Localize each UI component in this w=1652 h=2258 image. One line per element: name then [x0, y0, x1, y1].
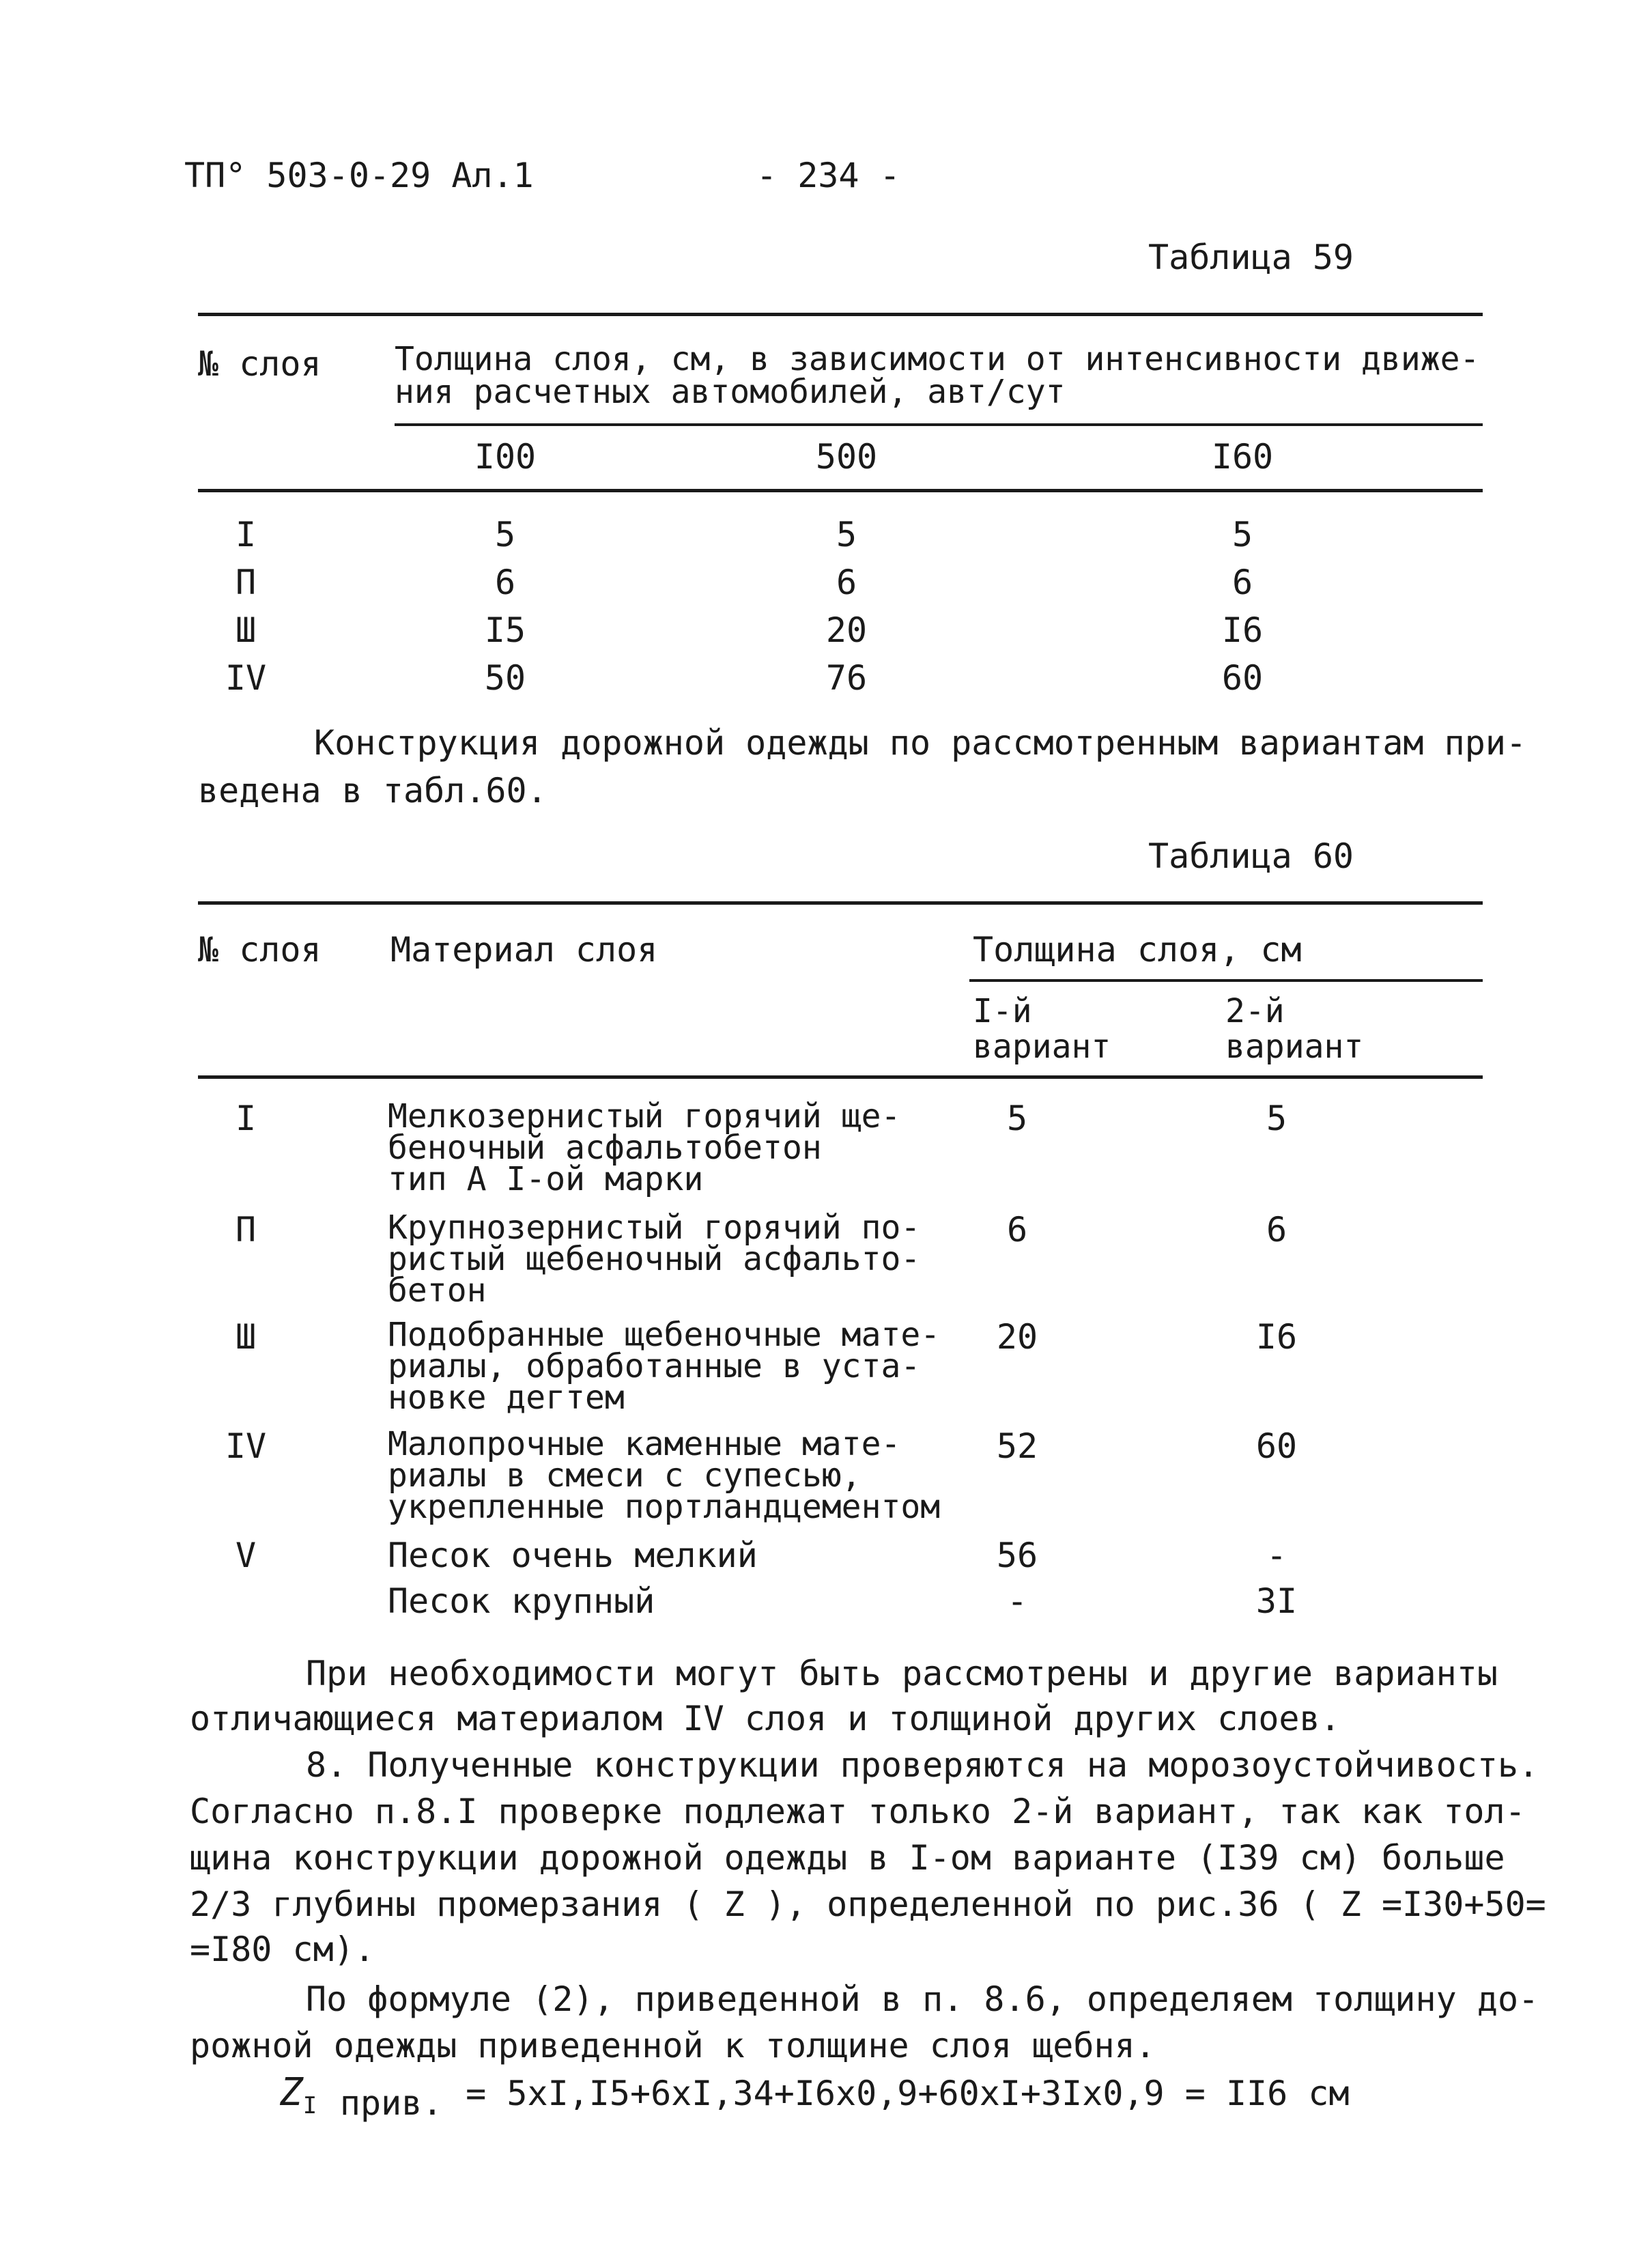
table59-cell: 6 — [494, 563, 516, 602]
table59-row-layer: I — [235, 515, 257, 554]
table60-cell: 5 — [1266, 1099, 1287, 1138]
table60-cell: 20 — [996, 1317, 1038, 1357]
body-line: 8. Полученные конструкции проверяются на морозоустойчивость. — [306, 1745, 1539, 1785]
table60-cell: 56 — [996, 1536, 1038, 1575]
table60-row-material: Песок крупный — [388, 1581, 655, 1621]
table60-cell: 3I — [1255, 1581, 1298, 1621]
table59-top-rule — [198, 313, 1483, 316]
table60-row-material: Песок очень мелкий — [388, 1536, 758, 1575]
table59-row-layer: Ш — [235, 610, 257, 650]
table60-row-material: Малопрочные каменные мате- риалы в смеси с супесью, укрепленные портландцементом — [388, 1425, 941, 1526]
table60-row-layer: П — [235, 1210, 257, 1250]
table60-col-layer-header: № слоя — [198, 930, 322, 970]
formula-rhs: = 5xI,I5+6xI,34+I6x0,9+60xI+3Ix0,9 = II6 см — [466, 2074, 1350, 2113]
table59-subheader-100: I00 — [474, 437, 537, 477]
body-line: отличающиеся материалом IV слоя и толщиной других слоев. — [190, 1699, 1341, 1738]
body-line: 2/3 глубины промерзания ( Z ), определенной по рис.36 ( Z =I30+50= — [190, 1885, 1546, 1924]
table59-header-rule — [395, 423, 1483, 426]
formula — [280, 2069, 1350, 2130]
table59-cell: 5 — [494, 515, 516, 554]
formula-subscript: I — [302, 2092, 317, 2120]
table59-cell: 5 — [1231, 515, 1253, 554]
body-line: рожной одежды приведенной к толщине слоя щебня. — [190, 2026, 1156, 2065]
table60-subheader-variant1: I-й вариант — [973, 992, 1111, 1066]
paragraph-line: Конструкция дорожной одежды по рассмотренным вариантам при- — [314, 723, 1527, 763]
table60-cell: 5 — [1006, 1099, 1028, 1138]
table60-cell: 52 — [996, 1426, 1038, 1466]
table59-group-header — [395, 340, 1480, 411]
table60-top-rule — [198, 901, 1483, 905]
table59-subheader-500: 500 — [815, 437, 878, 477]
table59-cell: 5 — [836, 515, 857, 554]
table60-col-material-header: Материал слоя — [390, 930, 658, 970]
table60-row-material: Подобранные щебеночные мате- риалы, обработанные в уста- новке дегтем — [388, 1316, 941, 1417]
table59-cell: 76 — [825, 658, 868, 698]
formula-lhs: Z — [280, 2070, 303, 2115]
table59-col-layer-header: № слоя — [198, 344, 322, 384]
table60-row-material: Мелкозернистый горячий ще- беночный асфальтобетон тип А I-ой марки — [388, 1097, 901, 1198]
table60-caption: Таблица 60 — [1148, 836, 1354, 876]
table59-cell: 6 — [836, 563, 857, 602]
table59-cell: I5 — [484, 610, 526, 650]
table60-body-rule — [198, 1075, 1483, 1079]
table60-row-layer: IV — [225, 1426, 267, 1466]
document-code: ТП° 503-0-29 Ал.1 — [184, 156, 534, 195]
table59-cell: 20 — [825, 610, 868, 650]
table60-cell: - — [1266, 1536, 1287, 1575]
body-line: =I80 см). — [190, 1930, 375, 1969]
formula-label: прив. — [339, 2083, 443, 2123]
table60-cell: 6 — [1266, 1210, 1287, 1250]
table60-cell: 60 — [1255, 1426, 1298, 1466]
table59-subheader-160: I60 — [1211, 437, 1274, 477]
table59-cell: I6 — [1221, 610, 1264, 650]
table60-row-layer: Ш — [235, 1317, 257, 1357]
table60-row-layer: I — [235, 1099, 257, 1138]
table59-row-layer: IV — [225, 658, 267, 698]
table60-row-material: Крупнозернистый горячий по- ристый щебеночный асфальто- бетон — [388, 1209, 921, 1310]
table59-cell: 6 — [1231, 563, 1253, 602]
table59-row-layer: П — [235, 563, 257, 602]
paragraph-line: ведена в табл.60. — [198, 771, 547, 810]
table60-cell: - — [1006, 1581, 1028, 1621]
table59-cell: 60 — [1221, 658, 1264, 698]
table59-cell: 50 — [484, 658, 526, 698]
table59-group-header-line2: ния расчетных автомобилей, авт/сут — [395, 373, 1066, 411]
table60-cell: I6 — [1255, 1317, 1298, 1357]
table59-caption: Таблица 59 — [1148, 238, 1354, 277]
body-line: щина конструкции дорожной одежды в I-ом варианте (I39 см) больше — [190, 1838, 1505, 1878]
table59-group-header-line1: Толщина слоя, см, в зависимости от интенсивности движе- — [395, 340, 1480, 378]
table60-group-rule — [969, 979, 1483, 982]
page-number: - 234 - — [756, 156, 900, 195]
table60-subheader-variant2: 2-й вариант — [1225, 992, 1364, 1066]
table60-row-layer: V — [235, 1536, 257, 1575]
table60-group-header: Толщина слоя, см — [973, 930, 1302, 970]
body-line: При необходимости могут быть рассмотрены и другие варианты — [306, 1654, 1498, 1693]
table60-cell: 6 — [1006, 1210, 1028, 1250]
body-line: Согласно п.8.I проверке подлежат только 2-й вариант, так как тол- — [190, 1792, 1526, 1831]
table59-body-rule — [198, 489, 1483, 492]
body-line: По формуле (2), приведенной в п. 8.6, определяем толщину до- — [306, 1979, 1539, 2019]
